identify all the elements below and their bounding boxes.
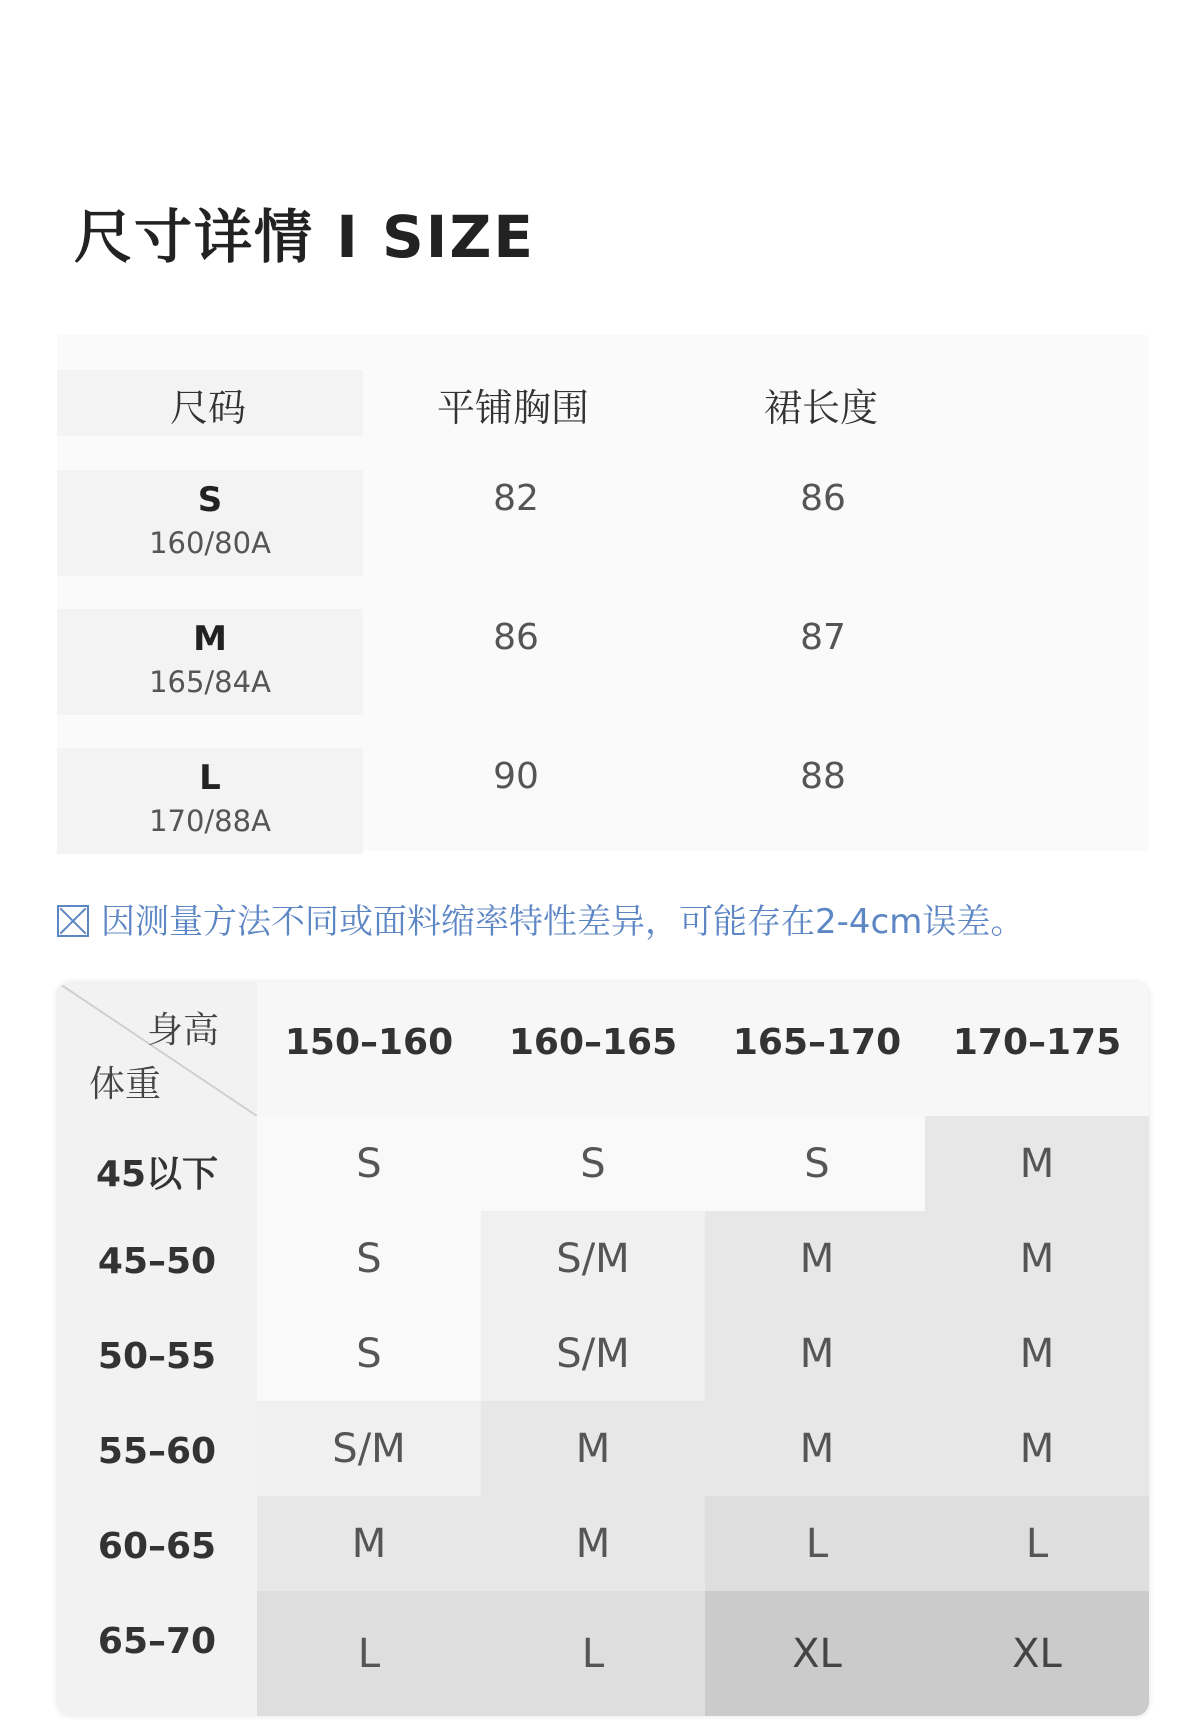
- x-box-icon: [57, 905, 89, 937]
- length-value: 88: [800, 756, 846, 797]
- header-bust: 平铺胸围: [437, 386, 590, 430]
- size-cell: L: [257, 1591, 481, 1716]
- size-cell: M: [925, 1116, 1149, 1211]
- bust-value: 90: [493, 756, 539, 797]
- height-column-header: 160–165: [508, 1022, 678, 1063]
- size-cell: M: [481, 1401, 705, 1496]
- size-code: S: [197, 480, 223, 520]
- size-cell: S: [257, 1211, 481, 1306]
- height-column-header: 150–160: [284, 1022, 454, 1063]
- size-spec: 165/84A: [149, 665, 271, 699]
- size-table: [57, 335, 1149, 851]
- size-cell: S/M: [257, 1401, 481, 1496]
- length-value: 87: [800, 617, 846, 658]
- size-cell: S/M: [481, 1211, 705, 1306]
- size-cell: S/M: [481, 1306, 705, 1401]
- bust-value: 86: [493, 617, 539, 658]
- weight-row-header: 60–65: [97, 1526, 217, 1567]
- size-cell: S: [481, 1116, 705, 1211]
- size-cell: L: [925, 1496, 1149, 1591]
- size-cell: XL: [705, 1591, 929, 1716]
- size-cell: M: [705, 1401, 929, 1496]
- height-axis-label: 身高: [147, 1010, 220, 1051]
- corner-header: [57, 982, 257, 1116]
- size-cell: M: [705, 1211, 929, 1306]
- weight-row-header: 55–60: [97, 1431, 217, 1472]
- size-cell: M: [925, 1306, 1149, 1401]
- size-cell: S: [257, 1306, 481, 1401]
- weight-row-header: 45以下: [95, 1154, 219, 1195]
- measurement-note: [57, 894, 1024, 943]
- size-cell: XL: [925, 1591, 1149, 1716]
- size-code: L: [199, 758, 221, 798]
- table-row: [57, 609, 1149, 715]
- size-cell: L: [481, 1591, 705, 1716]
- size-cell: M: [925, 1401, 1149, 1496]
- height-column-header: 165–170: [732, 1022, 902, 1063]
- size-cell: L: [705, 1496, 929, 1591]
- size-cell: M: [257, 1496, 481, 1591]
- size-cell: M: [705, 1306, 929, 1401]
- weight-row-header: 65–70: [97, 1621, 217, 1662]
- size-spec: 160/80A: [149, 526, 271, 560]
- note-text: 因测量方法不同或面料缩率特性差异，可能存在2-4cm误差。: [101, 902, 1025, 942]
- weight-axis-label: 体重: [89, 1064, 162, 1105]
- size-cell: S: [257, 1116, 481, 1211]
- bust-value: 82: [493, 478, 539, 519]
- size-cell: S: [705, 1116, 929, 1211]
- size-code: M: [193, 619, 227, 659]
- page-title: 尺寸详情 I SIZE: [74, 203, 535, 271]
- header-size: 尺码: [170, 386, 247, 430]
- weight-row-header: 45–50: [97, 1241, 217, 1282]
- table-row: [57, 748, 1149, 854]
- size-recommendation-grid: [57, 982, 1149, 1716]
- weight-row-header: 50–55: [97, 1336, 217, 1377]
- height-column-header: 170–175: [952, 1022, 1122, 1063]
- size-cell: M: [481, 1496, 705, 1591]
- header-length: 裙长度: [764, 386, 879, 430]
- size-spec: 170/88A: [149, 804, 271, 838]
- length-value: 86: [800, 478, 846, 519]
- size-cell: M: [925, 1211, 1149, 1306]
- table-row: [57, 470, 1149, 576]
